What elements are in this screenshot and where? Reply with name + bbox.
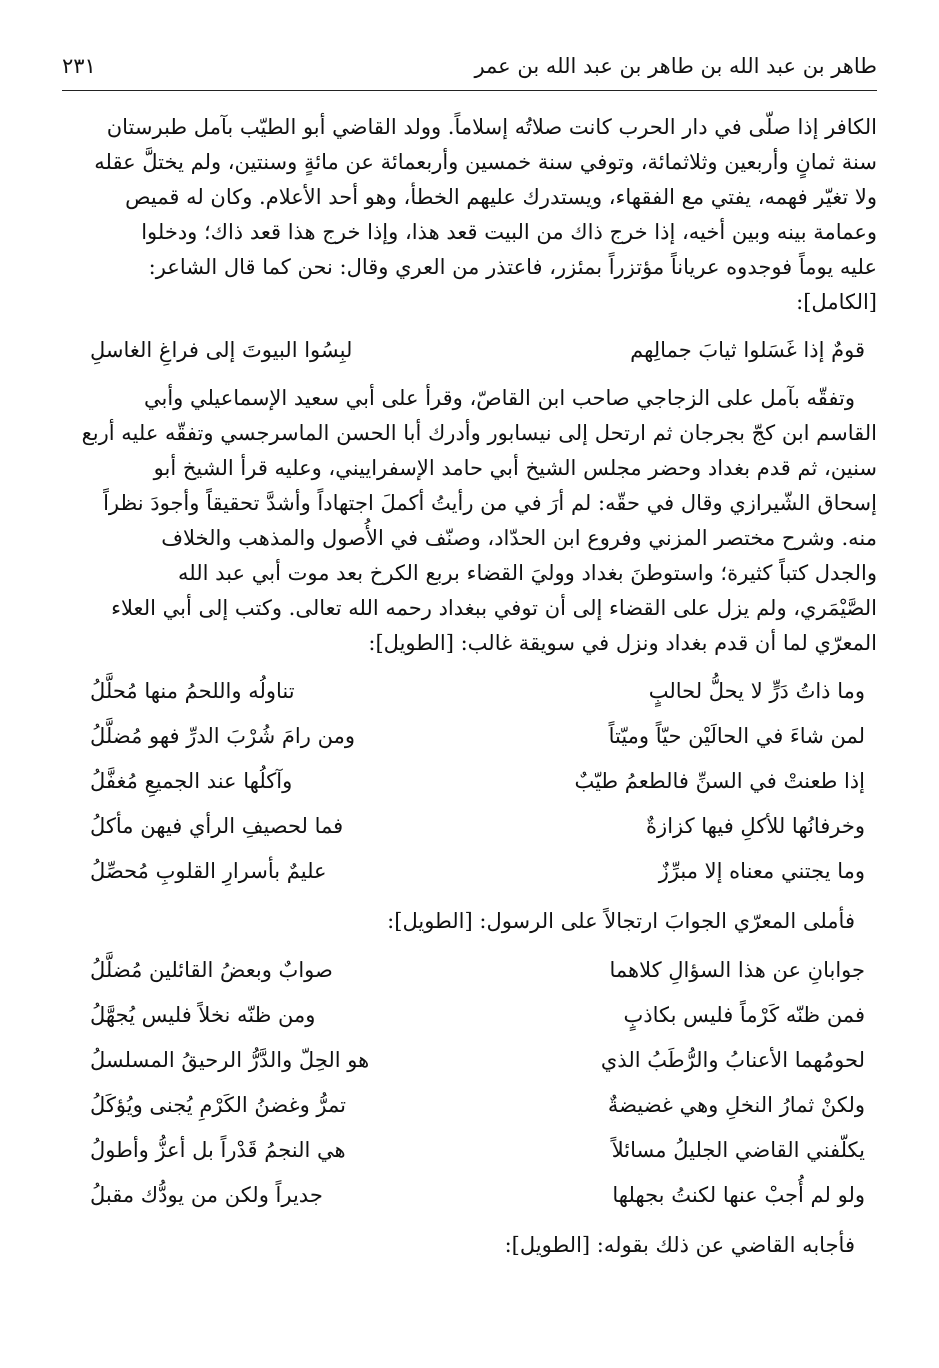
running-header: [62, 48, 877, 91]
verse-line: [62, 669, 877, 714]
verse-line: [62, 1083, 877, 1128]
verse-first-hemistich: يكلّفني القاضي الجليلُ مسائلاً: [611, 1138, 865, 1162]
verse-block-1: [62, 328, 877, 373]
text-line: وعمامة بينه وبين أخيه، إذا خرج ذاك من البيت قعد هذا، وإذا خرج هذا قعد ذاك؛ ودخلوا: [141, 220, 877, 244]
verse-block-3: [62, 948, 877, 1218]
verse-first-hemistich: فمن ظنّه كَرْماً فليس بكاذبٍ: [623, 1003, 865, 1027]
verse-first-hemistich: لمن شاءَ في الحالَيْن حيّاً وميّتاً: [608, 724, 865, 748]
paragraph-2: [62, 381, 877, 661]
verse-second-hemistich: صوابٌ وبعضُ القائلين مُضلَّلُ: [90, 958, 333, 982]
text-line: سنة ثمانٍ وأربعين وثلاثمائة، وتوفي سنة خمسين وأربعمائة عن مائةٍ وسنتين، ولم يختلَّ عقله: [94, 150, 877, 174]
verse-second-hemistich: هي النجمُ قَدْراً بل أعزُّ وأطولُ: [90, 1138, 346, 1162]
verse-first-hemistich: ولو لم أُجبْ عنها لكنتُ بجهلها: [612, 1183, 865, 1207]
verse-first-hemistich: وما يجتني معناه إلا مبرِّزٌ: [658, 859, 865, 883]
verse-second-hemistich: جديراً ولكن من يودُّك مقبلُ: [90, 1183, 323, 1207]
verse-line: [62, 1173, 877, 1218]
verse-line: [62, 993, 877, 1038]
verse-line: [62, 948, 877, 993]
verse-first-hemistich: جوابانِ عن هذا السؤالِ كلاهما: [609, 958, 865, 982]
text-line: المعرّي لما أن قدم بغداد ونزل في سويقة غالب: [الطويل]:: [368, 631, 877, 655]
running-title: طاهر بن عبد الله بن طاهر بن عبد الله بن عمر: [474, 54, 877, 78]
text-line: ولا تغيّر فهمه، يفتي مع الفقهاء، ويستدرك عليهم الخطأ، وهو أحد الأعلام. وكان له قميص: [125, 185, 877, 209]
verse-block-2: [62, 669, 877, 894]
text-line: القاسم ابن كجّ بجرجان ثم ارتحل إلى نيسابور وأدرك أبا الحسن الماسرجسي وتفقّه عليه أربع: [81, 421, 877, 445]
text-line: والجدل كتباً كثيرة؛ واستوطنَ بغداد ووليَ القضاء بربع الكرخ بعد موت أبي عبد الله: [178, 561, 877, 585]
verse-second-hemistich: تمرُّ وغضنُ الكَرْمِ يُجنى ويُؤكَلُ: [90, 1093, 346, 1117]
text-line: عليه يوماً فوجدوه عرياناً مؤتزراً بمئزر، فاعتذر من العري وقال: نحن كما قال الشاعر:: [148, 255, 877, 279]
verse-intro: فأملى المعرّي الجوابَ ارتجالاً على الرسول: [الطويل]:: [387, 909, 855, 933]
verse-second-hemistich: هو الحِلّ والدَّرُّ الرحيقُ المسلسلُ: [90, 1048, 370, 1072]
text-line: وتفقّه بآمل على الزجاجي صاحب ابن القاصّ، وقرأ على أبي سعيد الإسماعيلي وأبي: [143, 386, 855, 410]
verse-line: [62, 328, 877, 373]
verse-second-hemistich: ومن ظنّه نخلاً فليس يُجهَّلُ: [90, 1003, 316, 1027]
page-number: ٢٣١: [62, 54, 96, 78]
text-line: الصَّيْمَري، ولم يزل على القضاء إلى أن توفي ببغداد رحمه الله تعالى. وكتب إلى أبي العلاء: [111, 596, 877, 620]
text-line: سنين، ثم قدم بغداد وحضر مجلس الشيخ أبي حامد الإسفراييني، وعليه قرأ الشيخ أبو: [153, 456, 877, 480]
text-line: إسحاق الشّيرازي وقال في حقّه: لم أرَ في من رأيتُ أكملَ اجتهاداً وأشدَّ تحقيقاً وأجودَ نظراً: [103, 491, 877, 515]
verse-second-hemistich: عليمٌ بأسرارِ القلوبِ مُحصِّلُ: [90, 859, 327, 883]
verse-line: [62, 714, 877, 759]
verse-first-hemistich: وما ذاتُ دَرٍّ لا يحلُّ لحالبٍ: [648, 679, 865, 703]
verse-second-hemistich: فما لحصيفِ الرأي فيهن مأكلُ: [90, 814, 344, 838]
verse-first-hemistich: قومٌ إذا غَسَلوا ثيابَ جمالِهم: [630, 338, 865, 362]
verse-first-hemistich: إذا طعنتْ في السنِّ فالطعمُ طيّبٌ: [574, 769, 865, 793]
verse-second-hemistich: وآكلُها عند الجميعِ مُغفَّلُ: [90, 769, 293, 793]
verse-second-hemistich: تناولُه واللحمُ منها مُحلَّلُ: [90, 679, 295, 703]
paragraph-1: [62, 110, 877, 320]
body-text: [62, 110, 877, 1268]
verse-first-hemistich: لحومُهما الأعنابُ والرُّطَبُ الذي: [600, 1048, 865, 1072]
text-line: منه. وشرح مختصر المزني وفروع ابن الحدّاد، وصنّف في الأُصول والمذهب والخلاف: [161, 526, 877, 550]
verse-first-hemistich: ولكنْ ثمارُ النخلِ وهي غضيضةٌ: [607, 1093, 865, 1117]
verse-line: [62, 1038, 877, 1083]
verse-line: [62, 1128, 877, 1173]
text-line: الكافر إذا صلّى في دار الحرب كانت صلاتُه إسلاماً. وولد القاضي أبو الطيّب بآمل طبرستان: [106, 115, 877, 139]
verse-line: [62, 759, 877, 804]
meter-label: [الكامل]:: [796, 290, 877, 314]
verse-second-hemistich: لبِسُوا البيوتَ إلى فراغِ الغاسلِ: [90, 338, 353, 362]
verse-line: [62, 849, 877, 894]
verse-second-hemistich: ومن رامَ شُرْبَ الدرِّ فهو مُضلَّلُ: [90, 724, 355, 748]
verse-first-hemistich: وخرفانُها للأكلِ فيها كزازةٌ: [646, 814, 865, 838]
verse-line: [62, 804, 877, 849]
closing-line: فأجابه القاضي عن ذلك بقوله: [الطويل]:: [504, 1233, 855, 1257]
